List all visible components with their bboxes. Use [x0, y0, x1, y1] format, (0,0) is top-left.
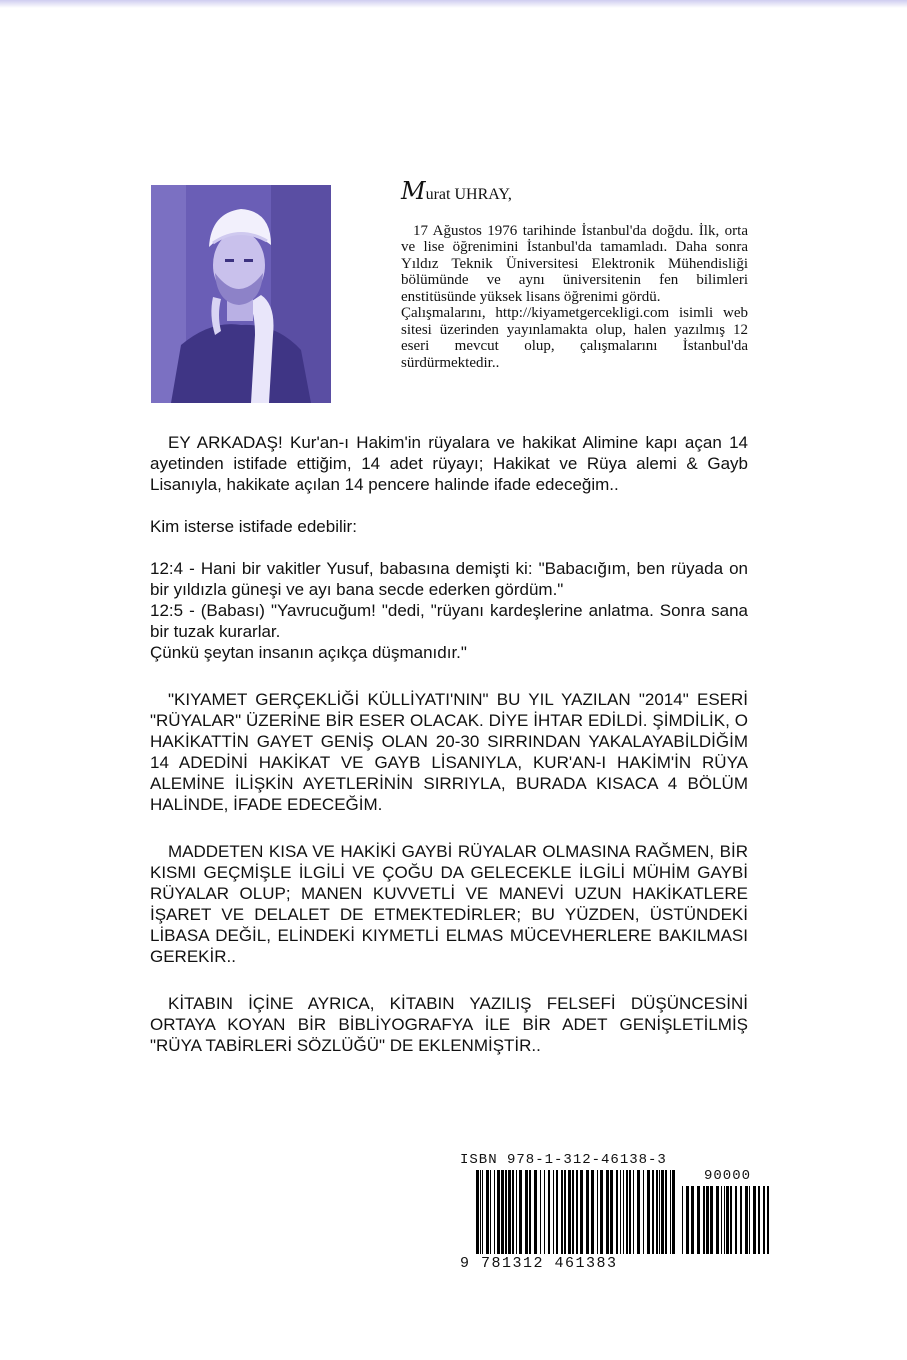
barcode-stripe: [501, 1170, 504, 1254]
barcode-stripe: [745, 1186, 748, 1254]
paragraph-bibliyografya: KİTABIN İÇİNE AYRICA, KİTABIN YAZILIŞ FELSEFİ DÜŞÜNCESİNİ ORTAYA KOYAN BİR BİBLİYOGRAFYA İLE BİR ADET GENİŞLETİLMİŞ "RÜYA TABİRLERİ SÖZLÜĞÜ" DE EKLENMİŞTİR..: [150, 994, 748, 1055]
barcode-stripe: [616, 1170, 618, 1254]
verse-line: Çünkü şeytan insanın açıkça düşmanıdır.": [150, 643, 467, 662]
barcode-stripe: [600, 1170, 603, 1254]
barcode-stripe: [656, 1170, 658, 1254]
barcode-stripe: [519, 1170, 522, 1254]
barcode-stripe: [529, 1170, 531, 1254]
barcode-stripe: [643, 1170, 644, 1254]
barcode-stripe: [661, 1170, 664, 1254]
barcode-stripe: [682, 1186, 683, 1254]
barcode-stripe: [710, 1186, 713, 1254]
barcode-stripe: [497, 1170, 500, 1254]
barcode-digits: 9 781312 461383: [460, 1255, 618, 1272]
intro-paragraph: EY ARKADAŞ! Kur'an-ı Hakim'in rüyalara ve hakikat Alimine kapı açan 14 ayetinden istifade ettiğim, 14 adet rüyayı; Hakikat ve Rüya alemi & Gayb Lisanıyla, hakikate açılan 14 pencere halinde ifade edeceğim..: [150, 433, 748, 494]
barcode-stripe: [665, 1170, 667, 1254]
barcode-stripe: [534, 1170, 537, 1254]
barcode-stripe: [505, 1170, 507, 1254]
barcode-stripe: [623, 1170, 624, 1254]
isbn-barcode: [460, 1152, 772, 1272]
barcode-stripe: [548, 1170, 550, 1254]
barcode-stripe: [516, 1170, 517, 1254]
barcode-stripe: [703, 1186, 705, 1254]
barcode-stripe: [652, 1170, 654, 1254]
bio-paragraph-2: Çalışmalarını, http://kiyametgercekligi.com isimli web sitesi üzerinden yayınlamakta olup, halen yazılmış 12 eseri mevcut olup, çalışmalarını İstanbul'da sürdürmektedir..: [401, 305, 748, 371]
isbn-label: ISBN 978-1-312-46138-3: [460, 1152, 667, 1168]
barcode-stripe: [591, 1170, 594, 1254]
barcode-stripe: [480, 1170, 481, 1254]
barcode-stripe: [763, 1186, 765, 1254]
invite-line: Kim isterse istifade edebilir:: [150, 517, 357, 536]
barcode-stripe: [730, 1186, 732, 1254]
bio-paragraph-1: 17 Ağustos 1976 tarihinde İstanbul'da doğdu. İlk, orta ve lise öğrenimini İstanbul'da tamamladı. Daha sonra Yıldız Teknik Üniversitesi Elektronik Mühendisliği bölümünde ve aynı üniversitenin fen bilimleri enstitüsünde yüksek lisans öğrenimi gördü.: [401, 222, 748, 305]
barcode-stripe: [629, 1170, 631, 1254]
barcode-stripe: [758, 1186, 760, 1254]
author-name-initial: M: [401, 177, 426, 205]
barcode-stripe: [749, 1186, 750, 1254]
barcode-bars: [476, 1170, 676, 1254]
barcode-stripe: [572, 1170, 574, 1254]
barcode-stripe: [620, 1170, 621, 1254]
barcode-stripe: [716, 1186, 719, 1254]
barcode-stripe: [490, 1170, 491, 1254]
barcode-stripe: [672, 1170, 675, 1254]
barcode-stripe: [512, 1170, 514, 1254]
barcode-stripe: [494, 1170, 495, 1254]
paragraph-gaybi: MADDETEN KISA VE HAKİKİ GAYBİ RÜYALAR OLMASINA RAĞMEN, BİR KISMI GEÇMİŞLE İLGİLİ VE ÇOĞU DA GELECEKLE İLGİLİ MÜHİM GAYBİ RÜYALAR OLUP; MANEN KUVVETLİ VE MANEVİ UZUN HAKİKATLERE İŞARET VE DELALET DE ETMEKTEDİRLER; BU YÜZDEN, ÜSTÜNDEKİ LİBASA DEĞİL, ELİNDEKİ KIYMETLİ ELMAS MÜCEVHERLERE BAKILMASI GEREKİR..: [150, 842, 748, 966]
barcode-stripe: [753, 1186, 756, 1254]
barcode-stripe: [633, 1170, 634, 1254]
barcode-stripe: [647, 1170, 650, 1254]
barcode-stripe: [637, 1170, 640, 1254]
top-color-band: [0, 0, 907, 8]
barcode-stripe: [721, 1186, 722, 1254]
barcode-stripe: [691, 1186, 694, 1254]
barcode-stripe: [561, 1170, 563, 1254]
barcode-stripe: [606, 1170, 609, 1254]
barcode-stripe: [726, 1186, 729, 1254]
barcode-stripe: [597, 1170, 598, 1254]
verse-line: 12:4 - Hani bir vakitler Yusuf, babasına demişti ki: "Babacığım, ben rüyada on bir yıldızla güneşi ve ayı bana secde ederken gördüm.": [150, 559, 748, 599]
barcode-stripe: [706, 1186, 709, 1254]
barcode-stripe: [568, 1170, 571, 1254]
barcode-stripe: [659, 1170, 660, 1254]
addon-barcode-bars: [682, 1186, 772, 1254]
barcode-stripe: [576, 1170, 578, 1254]
main-text: [150, 432, 748, 1056]
verse-line: 12:5 - (Babası) "Yavrucuğum! "dedi, "rüyanı kardeşlerine anlatma. Sonra sana bir tuzak kurarlar.: [150, 601, 748, 641]
barcode-stripe: [724, 1186, 725, 1254]
barcode-stripe: [564, 1170, 566, 1254]
author-name: [401, 177, 748, 205]
author-photo: [151, 185, 331, 403]
author-bio: [401, 177, 748, 371]
barcode-stripe: [544, 1170, 545, 1254]
barcode-stripe: [767, 1186, 769, 1254]
barcode-stripe: [670, 1170, 671, 1254]
barcode-stripe: [553, 1170, 554, 1254]
barcode-stripe: [556, 1170, 558, 1254]
barcode-stripe: [486, 1170, 489, 1254]
author-name-rest: urat UHRAY,: [425, 186, 512, 203]
barcode-stripe: [586, 1170, 589, 1254]
paragraph-kulliyat: "KIYAMET GERÇEKLİĞİ KÜLLİYATI'NIN" BU YIL YAZILAN "2014" ESERİ "RÜYALAR" ÜZERİNE BİR ESER OLACAK. DİYE İHTAR EDİLDİ. ŞİMDİLİK, O HAKİKATTİN GAYET GENİŞ OLAN 20-30 SIRRINDAN YAKALAYABİLDİĞİM 14 ADEDİNİ HAKİKAT VE GAYB LİSANIYLA, KUR'AN-I HAKİM'İN RÜYA ALEMİNE İLİŞKİN AYETLERİNİN SIRRIYLA, BURADA KISACA 4 BÖLÜM HALİNDE, İFADE EDECEĞİM.: [150, 690, 748, 814]
barcode-stripe: [686, 1186, 689, 1254]
barcode-stripe: [525, 1170, 528, 1254]
barcode-stripe: [626, 1170, 628, 1254]
barcode-stripe: [697, 1186, 700, 1254]
barcode-stripe: [610, 1170, 613, 1254]
barcode-stripe: [482, 1170, 483, 1254]
barcode-stripe: [740, 1186, 742, 1254]
barcode-stripe: [580, 1170, 583, 1254]
price-code: 90000: [704, 1168, 752, 1184]
barcode-stripe: [540, 1170, 541, 1254]
barcode-stripe: [735, 1186, 737, 1254]
barcode-stripe: [476, 1170, 479, 1254]
barcode-stripe: [508, 1170, 511, 1254]
